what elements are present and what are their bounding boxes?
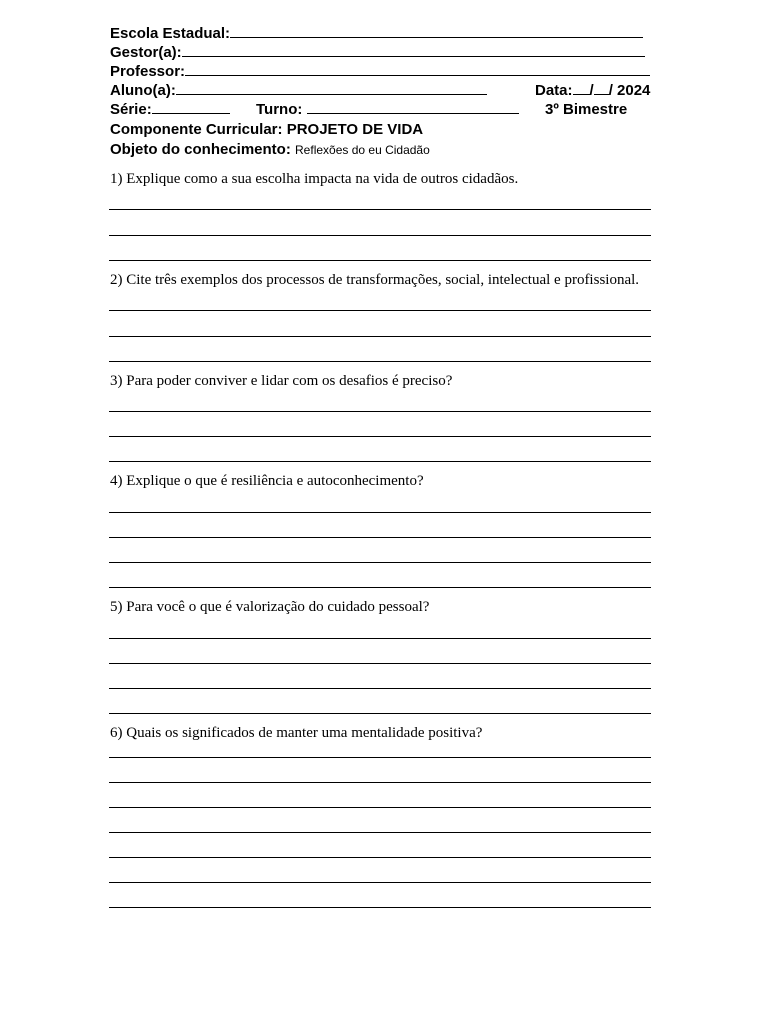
aluno-row	[110, 82, 487, 100]
question-3: 3) Para poder conviver e lidar com os desafios é preciso?	[110, 373, 453, 389]
question-5: 5) Para você o que é valorização do cuidado pessoal?	[110, 599, 430, 615]
data-field	[535, 82, 650, 100]
answer-line[interactable]	[109, 782, 651, 783]
answer-line[interactable]	[109, 537, 651, 538]
question-2: 2) Cite três exemplos dos processos de transformações, social, intelectual e profissional.	[110, 272, 640, 288]
serie-blank[interactable]	[152, 101, 230, 114]
objeto-label: Objeto do conhecimento:	[110, 141, 291, 158]
answer-line[interactable]	[109, 688, 651, 689]
month-blank[interactable]	[594, 82, 609, 95]
serie-label: Série:	[110, 101, 152, 118]
gestor-label: Gestor(a):	[110, 44, 182, 61]
objeto-row	[110, 141, 430, 159]
answer-line[interactable]	[109, 663, 651, 664]
answer-line[interactable]	[109, 713, 651, 714]
escola-label: Escola Estadual:	[110, 25, 231, 42]
answer-line[interactable]	[109, 361, 651, 362]
answer-line[interactable]	[109, 209, 651, 210]
answer-line[interactable]	[109, 638, 651, 639]
componente-label: Componente Curricular:	[110, 121, 283, 138]
question-1: 1) Explique como a sua escolha impacta na vida de outros cidadãos.	[110, 171, 519, 187]
turno-label: Turno:	[256, 101, 303, 118]
answer-line[interactable]	[109, 807, 651, 808]
componente-value: PROJETO DE VIDA	[286, 121, 424, 138]
question-6: 6) Quais os significados de manter uma mentalidade positiva?	[110, 725, 483, 741]
answer-line[interactable]	[109, 562, 651, 563]
escola-row	[110, 25, 643, 43]
answer-line[interactable]	[109, 512, 651, 513]
answer-line[interactable]	[109, 907, 651, 908]
professor-label: Professor:	[110, 63, 186, 80]
answer-line[interactable]	[109, 235, 651, 236]
answer-line[interactable]	[109, 882, 651, 883]
answer-line[interactable]	[109, 411, 651, 412]
professor-row	[110, 63, 650, 81]
gestor-row	[110, 44, 645, 62]
turno-blank[interactable]	[307, 101, 519, 114]
question-4: 4) Explique o que é resiliência e autoconhecimento?	[110, 473, 424, 489]
day-blank[interactable]	[573, 82, 590, 95]
objeto-value: Reflexões do eu Cidadão	[295, 143, 430, 157]
answer-line[interactable]	[109, 310, 651, 311]
data-separator: /	[589, 82, 594, 99]
data-year: / 2024	[608, 82, 651, 99]
answer-line[interactable]	[109, 857, 651, 858]
aluno-label: Aluno(a):	[110, 82, 176, 99]
serie-row	[110, 101, 230, 119]
answer-line[interactable]	[109, 260, 651, 261]
data-label: Data:	[535, 82, 573, 99]
answer-line[interactable]	[109, 461, 651, 462]
turno-field	[256, 101, 519, 119]
answer-line[interactable]	[109, 832, 651, 833]
escola-blank[interactable]	[230, 25, 643, 38]
componente-row	[110, 121, 423, 139]
professor-blank[interactable]	[185, 63, 650, 76]
answer-line[interactable]	[109, 587, 651, 588]
answer-line[interactable]	[109, 757, 651, 758]
answer-line[interactable]	[109, 436, 651, 437]
answer-line[interactable]	[109, 336, 651, 337]
gestor-blank[interactable]	[182, 44, 645, 57]
aluno-blank[interactable]	[176, 82, 487, 95]
bimestre: 3º Bimestre	[545, 101, 628, 118]
